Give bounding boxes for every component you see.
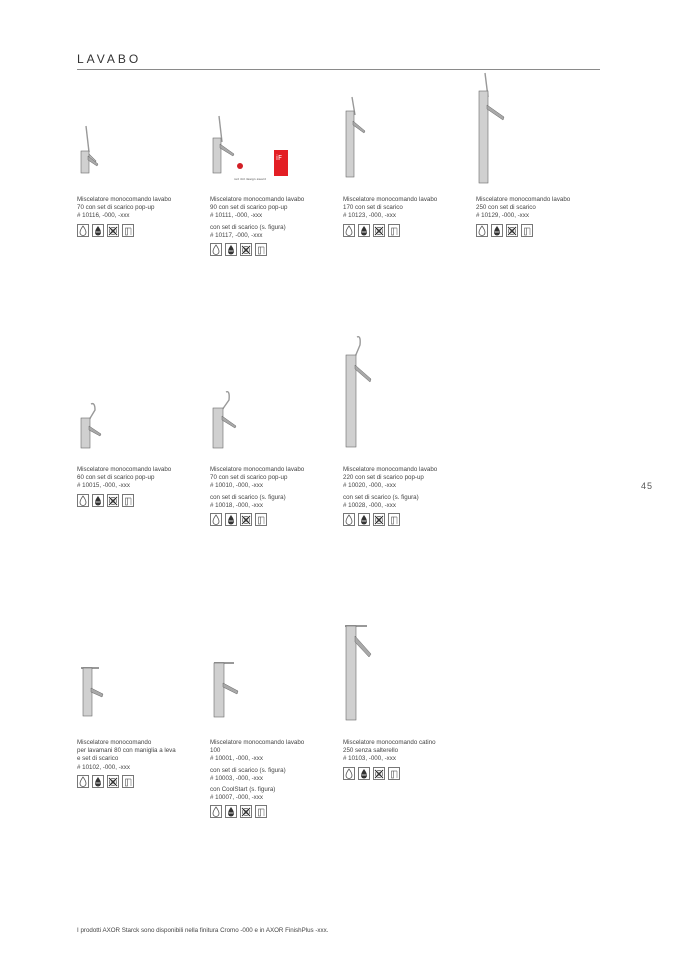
- faucet-image: [210, 110, 338, 195]
- product-text-line: con set di scarico (s. figura): [210, 766, 286, 774]
- product-text-line: Miscelatore monocomando lavabo: [210, 466, 305, 473]
- product-text-line: Miscelatore monocomando lavabo: [210, 739, 305, 746]
- feature-icons: [343, 767, 471, 780]
- product-description: [343, 494, 471, 510]
- feature-icons: [77, 494, 205, 507]
- feature-icons: [77, 775, 205, 788]
- no-scald-icon: [107, 775, 119, 788]
- product-text-line: Miscelatore monocomando lavabo: [343, 466, 438, 473]
- product-description: [77, 466, 205, 491]
- flow-drop-icon: [358, 224, 370, 237]
- water-drop-icon: [343, 513, 355, 526]
- product-description: [343, 466, 471, 491]
- product-text-line: Miscelatore monocomando lavabo: [343, 196, 438, 203]
- product-description: [77, 739, 205, 772]
- tall-fixture-icon: [255, 805, 267, 818]
- product-text-line: Miscelatore monocomando lavabo: [77, 196, 172, 203]
- faucet-image: [77, 660, 205, 738]
- faucet-image: [343, 335, 471, 465]
- product-code: # 10129, -000, -xxx: [476, 212, 529, 220]
- faucet-image: [210, 655, 338, 738]
- no-scald-icon: [240, 513, 252, 526]
- product-text-line: 70 con set di scarico pop-up: [77, 204, 155, 212]
- no-scald-icon: [373, 513, 385, 526]
- tall-fixture-icon: [122, 494, 134, 507]
- if-award-label: iF: [276, 154, 282, 162]
- product-text-line: 250 con set di scarico: [476, 204, 536, 212]
- product-code: # 10020, -000, -xxx: [343, 482, 396, 490]
- section-title: LAVABO: [77, 52, 142, 66]
- product-code: # 10007, -000, -xxx: [210, 794, 263, 802]
- product-text-line: 100: [210, 747, 221, 755]
- product-text-line: per lavamani 80 con maniglia a leva: [77, 747, 176, 755]
- product-text-line: Miscelatore monocomando catino: [343, 739, 436, 746]
- faucet-image: [476, 73, 604, 195]
- product-description: [210, 494, 338, 510]
- product-code: # 10018, -000, -xxx: [210, 501, 263, 509]
- feature-icons: [210, 243, 338, 256]
- water-drop-icon: [476, 224, 488, 237]
- tall-fixture-icon: [122, 775, 134, 788]
- product-description: [343, 739, 471, 764]
- product-text-line: 90 con set di scarico pop-up: [210, 204, 288, 212]
- product-code: # 10001, -000, -xxx: [210, 755, 263, 763]
- water-drop-icon: [77, 775, 89, 788]
- tall-fixture-icon: [388, 224, 400, 237]
- product-text-line: con set di scarico (s. figura): [343, 493, 419, 501]
- feature-icons: [343, 513, 471, 526]
- product-description: [210, 739, 338, 764]
- flow-drop-icon: [491, 224, 503, 237]
- water-drop-icon: [77, 224, 89, 237]
- faucet-image: [343, 95, 471, 195]
- product-text-line: 60 con set di scarico pop-up: [77, 474, 155, 482]
- product-text-line: e set di scarico: [77, 755, 119, 763]
- product-text-line: con set di scarico (s. figura): [210, 493, 286, 501]
- flow-drop-icon: [92, 494, 104, 507]
- product-description: [77, 196, 205, 221]
- water-drop-icon: [77, 494, 89, 507]
- product-code: # 10103, -000, -xxx: [343, 755, 396, 763]
- product-code: # 10116, -000, -xxx: [77, 212, 130, 220]
- tall-fixture-icon: [388, 513, 400, 526]
- product-text-line: 70 con set di scarico pop-up: [210, 474, 288, 482]
- product-text-line: Miscelatore monocomando lavabo: [210, 196, 305, 203]
- feature-icons: [77, 224, 205, 237]
- faucet-image: [77, 120, 205, 195]
- product-description: [210, 786, 338, 802]
- product-code: # 10028, -000, -xxx: [343, 501, 396, 509]
- flow-drop-icon: [358, 513, 370, 526]
- flow-drop-icon: [225, 243, 237, 256]
- product-text-line: con set di scarico (s. figura): [210, 223, 286, 231]
- tall-fixture-icon: [388, 767, 400, 780]
- no-scald-icon: [373, 224, 385, 237]
- product-description: [476, 196, 604, 221]
- product-description: [210, 196, 338, 221]
- water-drop-icon: [210, 513, 222, 526]
- flow-drop-icon: [225, 805, 237, 818]
- product-description: [210, 466, 338, 491]
- water-drop-icon: [210, 243, 222, 256]
- no-scald-icon: [240, 805, 252, 818]
- faucet-image: [77, 400, 205, 465]
- tall-fixture-icon: [255, 513, 267, 526]
- product-text-line: 250 senza salterello: [343, 747, 399, 755]
- feature-icons: [210, 805, 338, 818]
- water-drop-icon: [343, 224, 355, 237]
- product-description: [210, 224, 338, 240]
- product-text-line: Miscelatore monocomando lavabo: [476, 196, 571, 203]
- product-text-line: Miscelatore monocomando: [77, 739, 152, 746]
- product-text-line: 170 con set di scarico: [343, 204, 403, 212]
- product-description: [343, 196, 471, 221]
- product-code: # 10117, -000, -xxx: [210, 231, 263, 239]
- no-scald-icon: [107, 494, 119, 507]
- reddot-award-icon: [237, 163, 243, 169]
- title-divider: [77, 69, 600, 70]
- flow-drop-icon: [358, 767, 370, 780]
- no-scald-icon: [506, 224, 518, 237]
- tall-fixture-icon: [521, 224, 533, 237]
- product-text-line: con CoolStart (s. figura): [210, 786, 276, 794]
- product-text-line: Miscelatore monocomando lavabo: [77, 466, 172, 473]
- water-drop-icon: [343, 767, 355, 780]
- product-code: # 10015, -000, -xxx: [77, 482, 130, 490]
- faucet-image: [343, 620, 471, 738]
- product-code: # 10003, -000, -xxx: [210, 774, 263, 782]
- footnote: I prodotti AXOR Starck sono disponibili nella finitura Cromo -000 e in AXOR FinishPlus -xxx.: [77, 927, 329, 934]
- product-text-line: 220 con set di scarico pop-up: [343, 474, 424, 482]
- page-number: 45: [641, 481, 654, 491]
- product-code: # 10102, -000, -xxx: [77, 763, 130, 771]
- water-drop-icon: [210, 805, 222, 818]
- product-code: # 10123, -000, -xxx: [343, 212, 396, 220]
- flow-drop-icon: [92, 224, 104, 237]
- feature-icons: [476, 224, 604, 237]
- flow-drop-icon: [92, 775, 104, 788]
- tall-fixture-icon: [122, 224, 134, 237]
- product-code: # 10010, -000, -xxx: [210, 482, 263, 490]
- product-code: # 10111, -000, -xxx: [210, 212, 263, 220]
- no-scald-icon: [240, 243, 252, 256]
- flow-drop-icon: [225, 513, 237, 526]
- feature-icons: [343, 224, 471, 237]
- faucet-image: [210, 390, 338, 465]
- feature-icons: [210, 513, 338, 526]
- product-description: [210, 767, 338, 783]
- tall-fixture-icon: [255, 243, 267, 256]
- no-scald-icon: [373, 767, 385, 780]
- no-scald-icon: [107, 224, 119, 237]
- reddot-award-label: red dot design award: [234, 177, 266, 181]
